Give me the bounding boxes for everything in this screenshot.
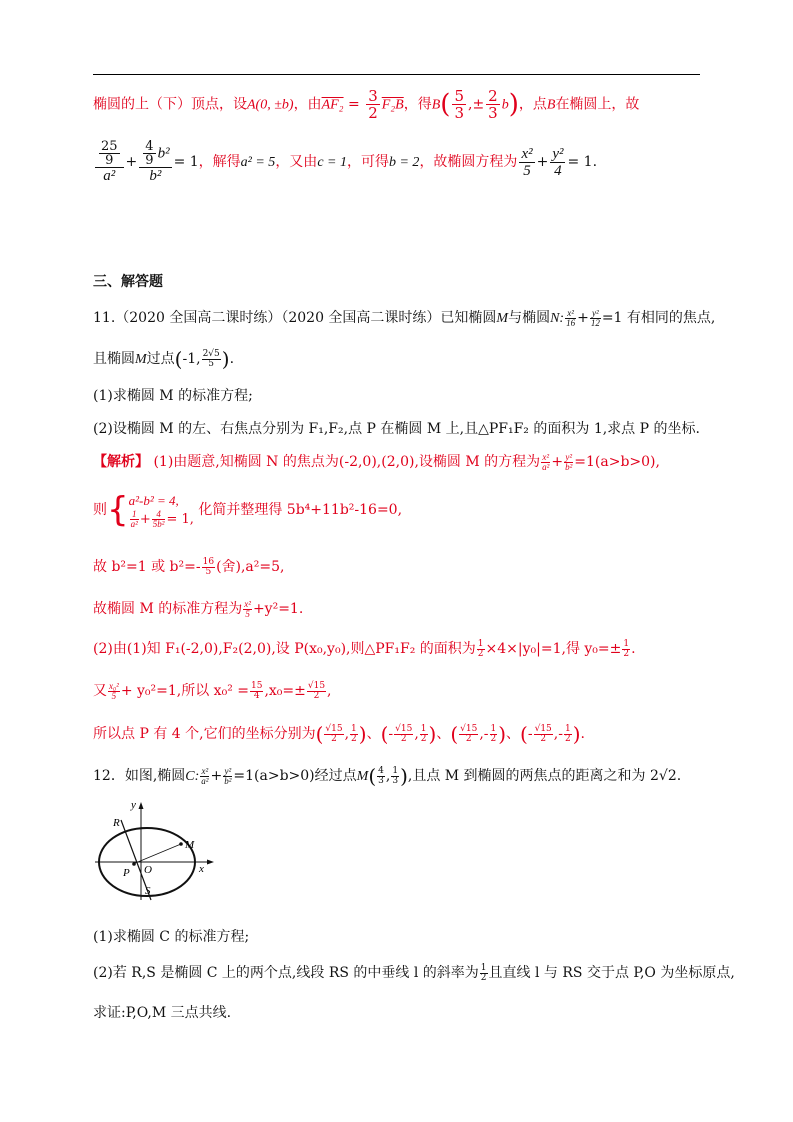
den: 2	[490, 733, 497, 744]
den: 3	[488, 104, 498, 122]
den: 2	[420, 733, 427, 744]
den: 5	[208, 358, 215, 369]
q11-solution-line-5	[93, 638, 636, 659]
num: 4	[145, 139, 154, 154]
point-M	[179, 842, 183, 846]
text: ，点	[518, 96, 547, 113]
q12-sub2	[93, 962, 735, 983]
sign: -	[558, 726, 563, 742]
den: 2	[331, 733, 337, 744]
num: 1	[392, 765, 399, 776]
num: 2	[488, 87, 498, 105]
num: √15	[307, 680, 326, 691]
fraction	[307, 682, 326, 701]
text: 所以点 P 有 4 个,它们的坐标分别为	[93, 726, 316, 742]
equals-one: = 1.	[567, 154, 598, 170]
compound-fraction-2	[139, 140, 171, 184]
ellipse-figure	[93, 796, 218, 906]
den: 3	[378, 775, 384, 786]
plus: +	[551, 454, 564, 470]
text: (1)由题意,知椭圆 N 的焦点为(-2,0),(2,0),设椭圆 M 的方程为	[153, 454, 541, 470]
math-B: B	[431, 97, 441, 113]
text: ，又由	[275, 154, 318, 170]
den: 2	[477, 648, 484, 659]
label-S: S	[145, 885, 151, 897]
q12-line-1: 12．如图,椭圆C: $\frac{\text{x²}}{\text{a²}}$ + $\frac{\text{y²}}{\text{b²}}$ =1(a>b>0)经过点M( $\frac{4}{3}$ , $\frac{1}{3}$ ),且点 M 到椭圆的两焦点的距离之和为 2√2.	[93, 764, 682, 788]
den: 5	[111, 690, 117, 701]
num: 1	[490, 723, 497, 734]
math-B: B	[546, 97, 556, 113]
equals-one: = 1	[173, 154, 199, 170]
math-point-A: A(0, ±b)	[247, 97, 294, 113]
fraction	[564, 453, 573, 472]
den: 2	[351, 733, 357, 744]
q11-solution-line-4	[93, 598, 303, 619]
fraction	[534, 725, 553, 744]
text: ，解得	[198, 154, 241, 170]
coordinate-point	[315, 722, 367, 746]
prev-solution-line-2	[93, 140, 597, 184]
math: M	[356, 769, 369, 784]
text: 在椭圆上，故	[555, 96, 640, 113]
fraction	[394, 725, 413, 744]
num: x²	[542, 451, 550, 462]
q12-sub1: (1)求椭圆 C 的标准方程;	[93, 929, 250, 945]
paren-close: )	[572, 722, 581, 746]
den: 16	[566, 317, 576, 328]
label-y: y	[131, 799, 136, 811]
fraction	[590, 309, 601, 328]
num: 16	[202, 556, 215, 567]
den: 4	[253, 690, 260, 701]
den: 5b²	[152, 518, 165, 529]
text: =1(a>b>0),	[574, 454, 660, 470]
num: 1	[477, 638, 484, 649]
row: a²-b² = 4,	[128, 492, 179, 508]
math-b2: b²	[157, 145, 170, 162]
paren-close: )	[508, 89, 519, 120]
separator: 、	[436, 726, 451, 742]
fraction	[565, 309, 576, 328]
text: 12．如图,椭圆	[93, 768, 186, 784]
text: ,且点 M 到椭圆的两焦点的距离之和为 2√2.	[407, 768, 682, 784]
den: b²	[149, 168, 162, 184]
label-O: O	[144, 864, 152, 876]
math: M	[135, 352, 147, 367]
den: 9	[105, 153, 114, 168]
text: 故椭圆 M 的标准方程为	[93, 601, 243, 617]
den: 2	[480, 972, 487, 983]
fraction	[490, 725, 498, 744]
fraction-5-3	[452, 88, 466, 121]
text: 又	[93, 683, 107, 699]
text: ，可得	[346, 154, 389, 170]
text: =1 有相同的焦点,	[601, 310, 716, 326]
text: 椭圆的上（下）顶点，设	[93, 96, 247, 113]
fraction	[622, 640, 630, 659]
paren-open: (	[368, 764, 377, 788]
fraction	[480, 964, 488, 983]
text: ,x₀=±	[264, 683, 306, 699]
paren-close: )	[428, 722, 437, 746]
plus: +	[210, 768, 223, 784]
num: y²	[224, 765, 232, 776]
num: 1	[480, 962, 487, 973]
text: (舍),a²=5,	[216, 559, 285, 575]
fraction	[459, 725, 478, 744]
den: b²	[224, 775, 232, 786]
den: a²	[201, 775, 209, 786]
den: 9	[145, 153, 154, 168]
solution-tag: 【解析】	[93, 454, 149, 470]
num: 1	[420, 723, 427, 734]
num: x²	[521, 145, 533, 162]
q11-solution-line-6	[93, 680, 332, 701]
fraction	[541, 453, 550, 472]
text: = 1,	[166, 511, 194, 527]
num: y²	[552, 145, 564, 162]
text: -1,	[182, 351, 201, 367]
fraction-y2-4	[550, 146, 565, 179]
label-P: P	[123, 867, 130, 879]
text: 且椭圆	[93, 351, 135, 367]
math: a² = 5	[240, 155, 276, 170]
num: √15	[395, 723, 413, 734]
fraction-3-2	[366, 88, 380, 121]
vector-F2B: F₂B	[381, 97, 404, 113]
sign: -	[388, 726, 394, 742]
text: ×4×|y₀|=1,得 y₀=±	[485, 641, 622, 657]
fraction	[564, 725, 572, 744]
q11-sub2: (2)设椭圆 M 的左、右焦点分别为 F₁,F₂,点 P 在椭圆 M 上,且△PF₁F₂ 的面积为 1,求点 P 的坐标.	[93, 421, 700, 437]
coordinate-point	[450, 722, 507, 746]
math: c = 1	[317, 155, 347, 170]
num: 1	[351, 723, 357, 734]
equals: =	[348, 96, 360, 113]
text: ,	[327, 683, 332, 699]
q11-solution-line-3	[93, 556, 284, 577]
paren-open: (	[380, 722, 389, 746]
sign: -	[483, 726, 489, 742]
den: 2	[400, 733, 407, 744]
fraction	[250, 682, 263, 701]
den: 5	[523, 162, 531, 179]
q11-solution-line-1	[93, 451, 660, 472]
den: 3	[454, 104, 464, 122]
text: 故 b²=1 或 b²=-	[93, 559, 201, 575]
num: 1	[564, 723, 571, 734]
paren-close: )	[400, 764, 408, 788]
text: (2)若 R,S 是椭圆 C 上的两个点,线段 RS 的中垂线 l 的斜率为	[93, 965, 479, 981]
num: 3	[368, 87, 378, 105]
math: M	[496, 311, 509, 326]
paren-open: (	[315, 722, 324, 746]
num: 2√5	[202, 348, 220, 359]
q11-line-1	[93, 307, 715, 328]
fraction-2-3	[486, 88, 500, 121]
text: 11.（2020 全国高二课时练）（2020 全国高二课时练）已知椭圆	[93, 310, 497, 326]
pm-sign: ±	[472, 96, 485, 113]
q11-sub1: (1)求椭圆 M 的标准方程;	[93, 388, 253, 404]
den: 3	[392, 775, 399, 786]
text: =1(a>b>0)经过点	[233, 768, 357, 784]
section-title: 三、解答题	[93, 274, 163, 290]
num: x²	[201, 765, 209, 776]
comma: ,	[479, 726, 484, 742]
text: ，得	[403, 96, 432, 113]
comma: ,	[553, 726, 559, 742]
num: 4	[152, 510, 166, 520]
num: 1	[130, 510, 139, 520]
brace: {	[107, 490, 129, 530]
math: N:	[550, 311, 565, 326]
fraction	[324, 725, 343, 744]
text: (2)由(1)知 F₁(-2,0),F₂(2,0),设 P(x₀,y₀),则△PF₁F₂ 的面积为	[93, 641, 476, 657]
x-axis-arrow	[207, 860, 214, 865]
num: 5	[454, 87, 464, 105]
num: x²	[565, 309, 576, 319]
paren-open: (	[174, 347, 183, 371]
den: 2	[540, 733, 547, 744]
den: 2	[623, 648, 630, 659]
fraction	[223, 767, 232, 786]
paren-open: (	[450, 722, 459, 746]
den: a²	[130, 518, 138, 529]
header-rule	[93, 74, 700, 75]
coordinate-point	[520, 722, 581, 746]
fraction	[200, 767, 209, 786]
den: 2	[313, 690, 320, 701]
den: 4	[554, 162, 562, 179]
sign: -	[527, 726, 533, 742]
den: 2	[564, 733, 571, 744]
den: b²	[565, 461, 573, 472]
fraction	[377, 767, 385, 786]
y-axis-arrow	[139, 802, 144, 809]
den: 2	[368, 104, 378, 122]
num: x₀²	[109, 680, 119, 691]
fraction	[202, 558, 215, 577]
fraction	[420, 725, 428, 744]
fraction	[202, 350, 221, 369]
plus: +	[577, 310, 589, 326]
text: .	[580, 726, 585, 742]
separator: 、	[366, 726, 381, 742]
fraction-x2-5	[519, 146, 534, 179]
q12-sub2-line2: 求证:P,O,M 三点共线.	[93, 1005, 232, 1021]
num: y²	[565, 451, 573, 462]
fraction	[108, 682, 120, 701]
text: 过点	[146, 351, 175, 367]
num: 4	[378, 765, 384, 776]
num: y²	[590, 309, 601, 319]
point-P	[132, 862, 136, 866]
comma: ,	[344, 726, 350, 742]
paren-close: )	[221, 347, 230, 371]
line-PM	[133, 844, 181, 864]
separator: 、	[506, 726, 521, 742]
fraction	[477, 640, 485, 659]
num	[139, 140, 171, 168]
vector-AF2: AF₂	[321, 97, 344, 113]
row	[129, 510, 194, 529]
prev-solution-line-1: 椭圆的上（下）顶点，设A(0, ±b)，由AF₂ = $\frac{3}{2}$ F₂B，得B( $\frac{5}{3}$ ,± $\frac{2}{3}$ b)，点B在椭圆上，故	[93, 87, 640, 122]
paren-close: )	[498, 722, 507, 746]
q11-line-2	[93, 347, 234, 371]
q11-solution-line-7	[93, 722, 585, 746]
num: 25	[101, 139, 118, 154]
num: √15	[534, 723, 552, 734]
equation-system	[129, 492, 194, 529]
plus: +	[139, 511, 151, 527]
fraction	[243, 600, 252, 619]
plus: +	[536, 154, 549, 170]
den: a²	[103, 168, 116, 184]
num: √15	[325, 723, 343, 734]
text: ，故椭圆方程为	[419, 154, 518, 170]
q11-solution-line-2	[93, 490, 402, 530]
num: 1	[623, 638, 630, 649]
num: 15	[250, 680, 263, 691]
den: a²	[542, 461, 550, 472]
fraction	[391, 767, 399, 786]
den: 2	[465, 733, 472, 744]
math-b: b	[501, 97, 509, 113]
text: .	[631, 641, 636, 657]
paren-open: (	[520, 722, 528, 746]
num: x²	[244, 598, 251, 609]
num	[95, 140, 124, 168]
math: C:	[185, 769, 200, 784]
text: .	[229, 351, 235, 367]
den: 5	[205, 566, 212, 577]
coordinate-point	[380, 722, 437, 746]
text: 且直线 l 与 RS 交于点 P,O 为坐标原点,	[488, 965, 735, 981]
text: 化简并整理得 5b⁴+11b²-16=0,	[198, 502, 403, 518]
plus: +	[125, 154, 138, 170]
text: 则	[93, 502, 107, 518]
text: +y²=1.	[252, 601, 304, 617]
label-R: R	[113, 817, 120, 829]
compound-fraction-1	[95, 140, 124, 184]
den: 12	[590, 317, 600, 328]
coordinate-list	[315, 722, 581, 746]
math: b = 2	[388, 155, 420, 170]
paren-close: )	[358, 722, 367, 746]
label-M: M	[185, 839, 195, 851]
den: 5	[245, 608, 250, 619]
comma: ,	[414, 726, 419, 742]
num: √15	[460, 723, 478, 734]
text: ，由	[293, 96, 322, 113]
text: + y₀²=1,所以 x₀² =	[120, 683, 249, 699]
fraction	[350, 725, 358, 744]
paren-open: (	[440, 89, 451, 120]
label-x: x	[199, 863, 204, 875]
text: 与椭圆	[508, 310, 551, 326]
